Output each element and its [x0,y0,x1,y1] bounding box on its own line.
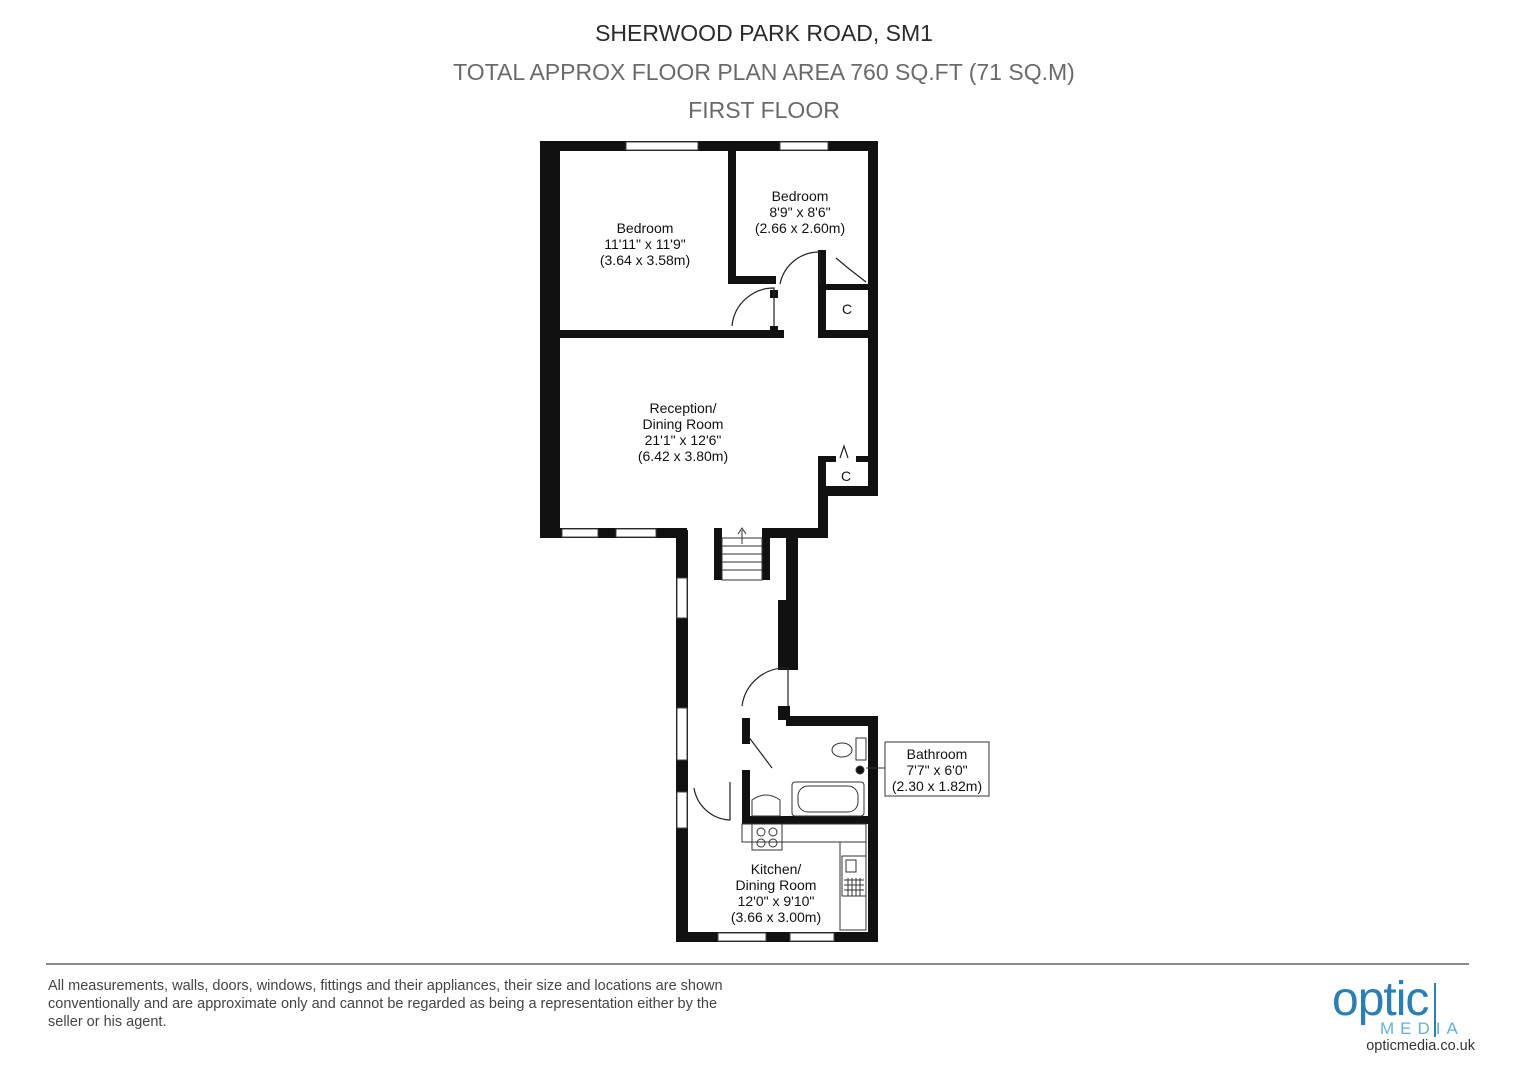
disclaimer-text: All measurements, walls, doors, windows, fittings and their appliances, their size and locations are shown conventionally and are approximate only and cannot be regarded as being a representation either by the seller or his agent. [48,978,723,1030]
cupboard-lower-label: C [840,468,852,484]
footer-divider [46,963,1469,965]
bathroom-imperial: 7'7" x 6'0" [906,762,968,778]
optic-media-logo [1332,973,1475,1060]
basin [752,795,780,816]
kitchen-imperial: 12'0" x 9'10" [737,893,815,909]
reception-name-line2: Dining Room [642,416,724,432]
kitchen-name-line1: Kitchen/ [750,861,802,877]
bedroom2-imperial: 8'9" x 8'6" [769,204,831,220]
cupboard-upper-label: C [841,301,853,317]
bedroom1-metric: (3.64 x 3.58m) [599,252,691,268]
bedroom2-name: Bedroom [771,188,829,204]
kitchen-metric: (3.66 x 3.00m) [730,909,822,925]
plan-title: SHERWOOD PARK ROAD, SM1 [595,20,933,46]
logo-url: opticmedia.co.uk [1366,1038,1475,1054]
bedroom1-imperial: 11'11" x 11'9" [604,236,686,252]
bathroom-name: Bathroom [906,746,968,762]
logo-wordmark: optic [1332,973,1429,1026]
walls [540,141,878,942]
toilet [832,743,852,757]
floor-area-label: TOTAL APPROX FLOOR PLAN AREA 760 SQ.FT (71 SQ.M) [453,59,1075,85]
floor-level-label: FIRST FLOOR [688,97,840,123]
logo-subtitle: MEDIA [1380,1019,1464,1038]
reception-metric: (6.42 x 3.80m) [637,448,729,464]
bathroom-metric: (2.30 x 1.82m) [891,778,983,794]
hob [752,824,782,850]
stairs [722,528,762,580]
reception-imperial: 21'1" x 12'6" [644,432,722,448]
bedroom2-metric: (2.66 x 2.60m) [754,220,846,236]
bedroom1-name: Bedroom [616,220,674,236]
reception-name-line1: Reception/ [649,400,717,416]
kitchen-name-line2: Dining Room [735,877,817,893]
